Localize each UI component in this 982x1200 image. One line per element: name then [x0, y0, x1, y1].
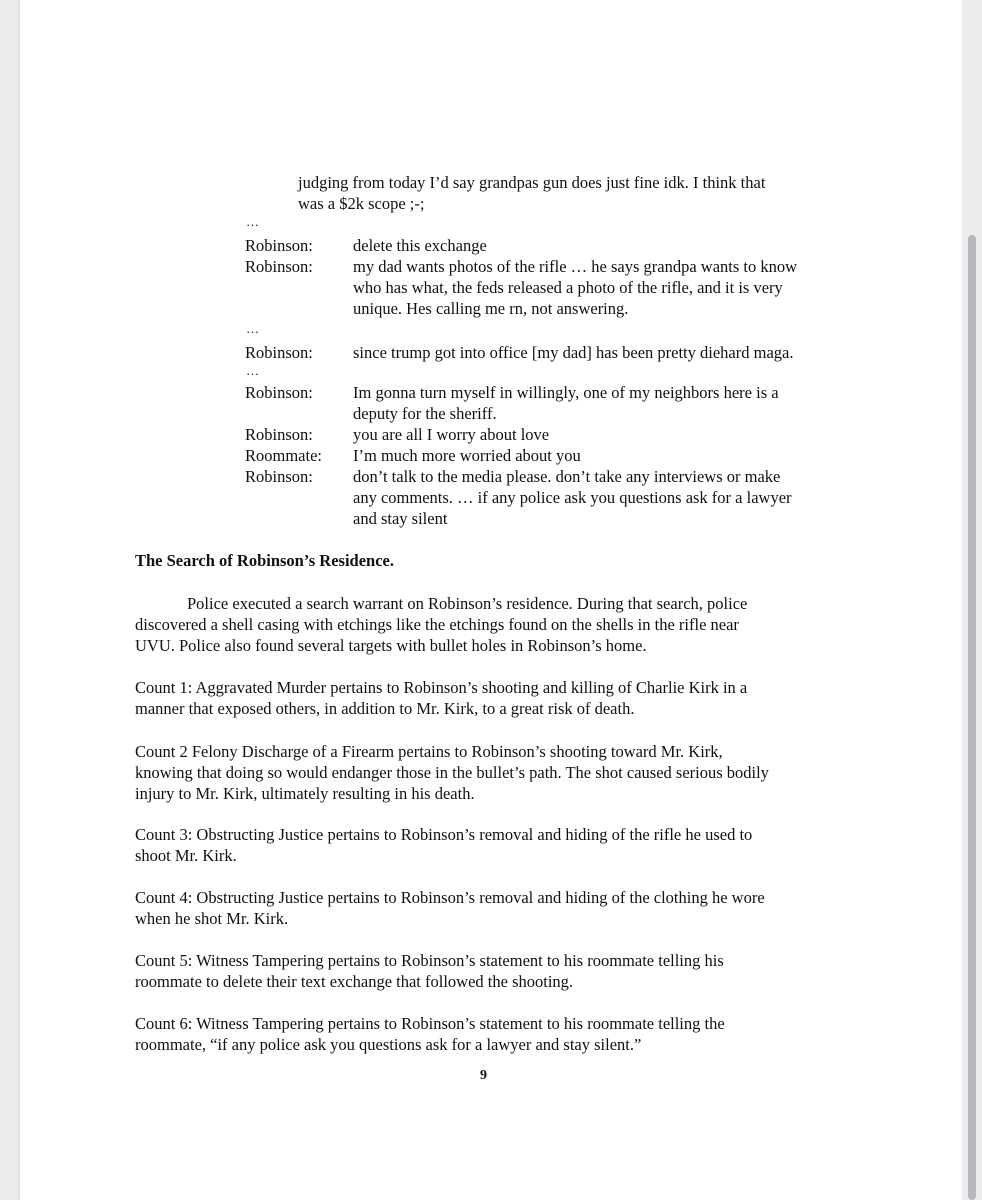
message-text	[353, 424, 853, 445]
message-line: Im gonna turn myself in willingly, one of my neighbors here is a	[353, 383, 779, 402]
message-text	[353, 466, 853, 529]
paragraph-line: Count 6: Witness Tampering pertains to Robinson’s statement to his roommate telling the	[135, 1014, 725, 1033]
message-line: deputy for the sheriff.	[353, 404, 497, 423]
message-line: any comments. … if any police ask you questions ask for a lawyer	[353, 488, 792, 507]
message-text	[353, 256, 853, 319]
paragraph-line: when he shot Mr. Kirk.	[135, 909, 289, 928]
message-line: unique. Hes calling me rn, not answering.	[353, 299, 629, 318]
speaker-label: Robinson:	[245, 343, 313, 362]
message-line: don’t talk to the media please. don’t take any interviews or make	[353, 467, 781, 486]
message-line: who has what, the feds released a photo of the rifle, and it is very	[353, 278, 783, 297]
paragraph-line: knowing that doing so would endanger those in the bullet’s path. The shot caused serious bodily	[135, 763, 769, 782]
paragraph-line: Count 2 Felony Discharge of a Firearm pertains to Robinson’s shooting toward Mr. Kirk,	[135, 742, 723, 761]
message-text	[353, 445, 853, 466]
omission-ellipsis: …	[246, 321, 260, 336]
paragraph-line: Count 3: Obstructing Justice pertains to Robinson’s removal and hiding of the rifle he used to	[135, 825, 753, 844]
section-heading: The Search of Robinson’s Residence.	[135, 551, 394, 570]
quote-line: was a $2k scope ;-;	[298, 194, 425, 213]
count-5-paragraph	[135, 950, 855, 992]
paragraph-line: roommate to delete their text exchange that followed the shooting.	[135, 972, 574, 991]
message-line: delete this exchange	[353, 236, 487, 255]
paragraph-line: shoot Mr. Kirk.	[135, 846, 237, 865]
speaker-label: Robinson:	[245, 425, 313, 444]
message-text	[353, 342, 853, 363]
document-page	[20, 0, 962, 1200]
message-line: and stay silent	[353, 509, 448, 528]
count-2-paragraph	[135, 741, 855, 804]
paragraph-line: Count 4: Obstructing Justice pertains to Robinson’s removal and hiding of the clothing he wore	[135, 888, 765, 907]
count-6-paragraph	[135, 1013, 855, 1055]
omission-ellipsis: …	[246, 363, 260, 378]
paragraph-line: discovered a shell casing with etchings like the etchings found on the shells in the rifle near	[135, 615, 739, 634]
count-3-paragraph	[135, 824, 855, 866]
speaker-label: Robinson:	[245, 467, 313, 486]
search-paragraph	[135, 593, 855, 656]
vertical-scrollbar-thumb[interactable]	[968, 235, 976, 1200]
speaker-label: Robinson:	[245, 236, 313, 255]
paragraph-line: Police executed a search warrant on Robinson’s residence. During that search, police	[187, 594, 748, 613]
paragraph-line: Count 1: Aggravated Murder pertains to Robinson’s shooting and killing of Charlie Kirk in a	[135, 678, 748, 697]
paragraph-line: Count 5: Witness Tampering pertains to Robinson’s statement to his roommate telling his	[135, 951, 724, 970]
paragraph-line: injury to Mr. Kirk, ultimately resulting in his death.	[135, 784, 475, 803]
speaker-label: Robinson:	[245, 257, 313, 276]
paragraph-line: roommate, “if any police ask you questions ask for a lawyer and stay silent.”	[135, 1035, 642, 1054]
paragraph-line: UVU. Police also found several targets with bullet holes in Robinson’s home.	[135, 636, 647, 655]
paragraph-line: manner that exposed others, in addition to Mr. Kirk, to a great risk of death.	[135, 699, 635, 718]
count-1-paragraph	[135, 677, 855, 719]
count-4-paragraph	[135, 887, 855, 929]
speaker-label: Roommate:	[245, 446, 322, 465]
message-text	[353, 382, 853, 424]
message-line: my dad wants photos of the rifle … he says grandpa wants to know	[353, 257, 798, 276]
page-number: 9	[480, 1068, 487, 1083]
message-line: you are all I worry about love	[353, 425, 550, 444]
message-line: since trump got into office [my dad] has been pretty diehard maga.	[353, 343, 794, 362]
speaker-label: Robinson:	[245, 383, 313, 402]
quote-line: judging from today I’d say grandpas gun does just fine idk. I think that	[298, 173, 766, 192]
omission-ellipsis: …	[246, 214, 260, 229]
message-text	[353, 235, 853, 256]
message-line: I’m much more worried about you	[353, 446, 581, 465]
